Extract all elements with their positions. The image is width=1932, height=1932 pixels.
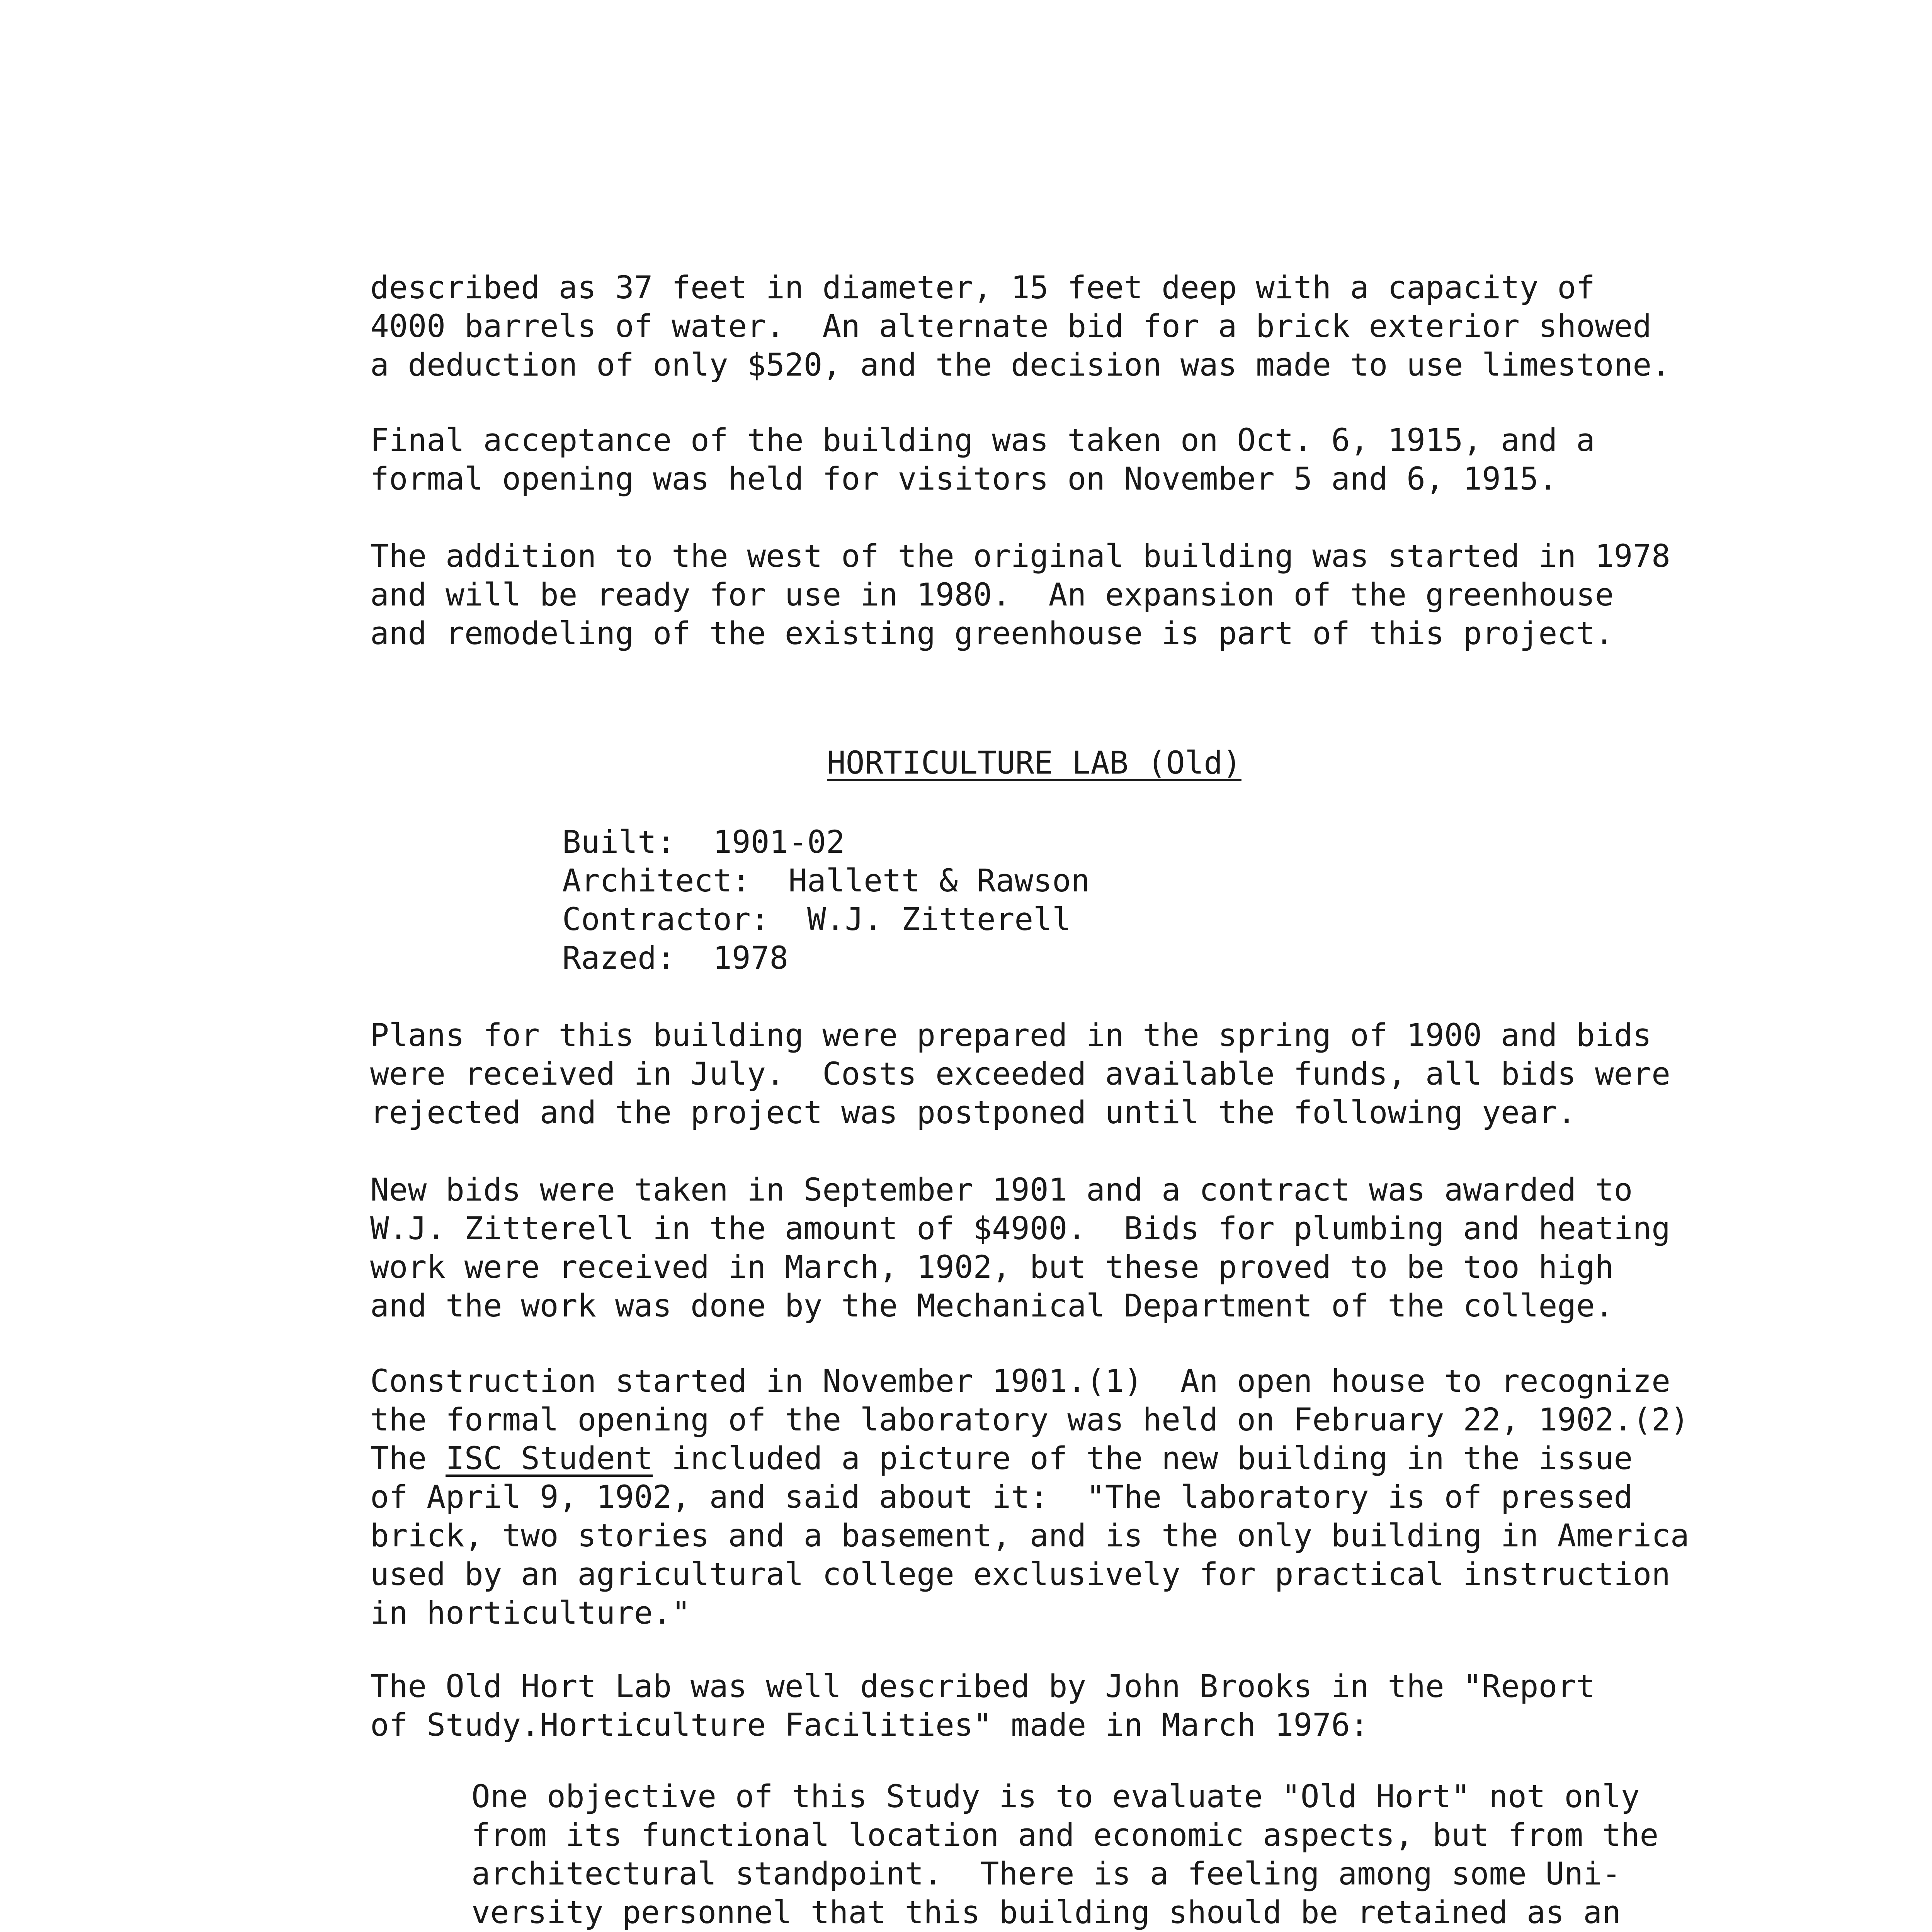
text-line: were received in July. Costs exceeded available funds, all bids were <box>370 1056 1670 1092</box>
text-line: 4000 barrels of water. An alternate bid for a brick exterior showed <box>370 308 1652 345</box>
text-line: brick, two stories and a basement, and is the only building in America <box>370 1518 1689 1554</box>
text-line: the formal opening of the laboratory was held on February 22, 1902.(2) <box>370 1402 1689 1438</box>
fact-built <box>562 823 1090 862</box>
text-fragment: included a picture of the new building in the issue <box>653 1440 1633 1477</box>
fact-value: Hallett & Rawson <box>788 863 1090 899</box>
text-line: The Old Hort Lab was well described by John Brooks in the "Report <box>370 1668 1595 1705</box>
quote-line: versity personnel that this building should be retained as an <box>471 1895 1621 1931</box>
text-line: rejected and the project was postponed until the following year. <box>370 1095 1577 1131</box>
text-line: work were received in March, 1902, but these proved to be too high <box>370 1249 1614 1286</box>
quote-line: from its functional location and economic aspects, but from the <box>471 1817 1659 1854</box>
paragraph-plans <box>370 1016 1670 1132</box>
fact-value: W.J. Zitterell <box>807 901 1071 938</box>
fact-value: 1978 <box>713 940 789 976</box>
quote-line: One objective of this Study is to evaluate "Old Hort" not only <box>471 1779 1640 1815</box>
fact-label: Architect: <box>562 863 751 899</box>
section-heading: HORTICULTURE LAB (Old) <box>827 745 1242 781</box>
fact-label: Razed: <box>562 940 675 976</box>
paragraph-old-hort <box>370 1667 1595 1745</box>
fact-label: Contractor: <box>562 901 770 938</box>
text-line: a deduction of only $520, and the decision was made to use limestone. <box>370 347 1670 383</box>
text-line: Final acceptance of the building was taken on Oct. 6, 1915, and a <box>370 422 1595 459</box>
text-line: and remodeling of the existing greenhouse is part of this project. <box>370 616 1614 652</box>
publication-title: ISC Student <box>446 1440 653 1477</box>
building-facts <box>562 823 1090 978</box>
fact-value: 1901-02 <box>713 824 845 861</box>
fact-razed <box>562 939 1090 978</box>
text-line <box>370 1439 1689 1478</box>
fact-architect <box>562 862 1090 900</box>
text-line: The addition to the west of the original building was started in 1978 <box>370 538 1670 575</box>
fact-label: Built: <box>562 824 675 861</box>
quote-line: architectural standpoint. There is a feeling among some Uni- <box>471 1856 1621 1892</box>
text-line: formal opening was held for visitors on November 5 and 6, 1915. <box>370 461 1558 497</box>
text-line: New bids were taken in September 1901 and a contract was awarded to <box>370 1172 1633 1208</box>
text-line: in horticulture." <box>370 1595 691 1631</box>
text-fragment: The <box>370 1440 446 1477</box>
text-line: Plans for this building were prepared in the spring of 1900 and bids <box>370 1017 1652 1054</box>
text-line: used by an agricultural college exclusively for practical instruction <box>370 1556 1670 1593</box>
text-line: and will be ready for use in 1980. An expansion of the greenhouse <box>370 577 1614 613</box>
fact-contractor <box>562 900 1090 939</box>
paragraph-acceptance <box>370 421 1595 498</box>
paragraph-reservoir <box>370 269 1670 384</box>
paragraph-new-bids <box>370 1171 1670 1325</box>
paragraph-addition <box>370 537 1670 653</box>
text-line: W.J. Zitterell in the amount of $4900. Bids for plumbing and heating <box>370 1211 1670 1247</box>
text-line: of Study.Horticulture Facilities" made in March 1976: <box>370 1707 1369 1743</box>
text-line: described as 37 feet in diameter, 15 feet deep with a capacity of <box>370 270 1595 306</box>
text-line: and the work was done by the Mechanical Department of the college. <box>370 1288 1614 1324</box>
text-line: Construction started in November 1901.(1) An open house to recognize <box>370 1363 1670 1400</box>
block-quote <box>471 1777 1658 1932</box>
text-line: of April 9, 1902, and said about it: "The laboratory is of pressed <box>370 1479 1633 1515</box>
paragraph-construction <box>370 1362 1689 1633</box>
